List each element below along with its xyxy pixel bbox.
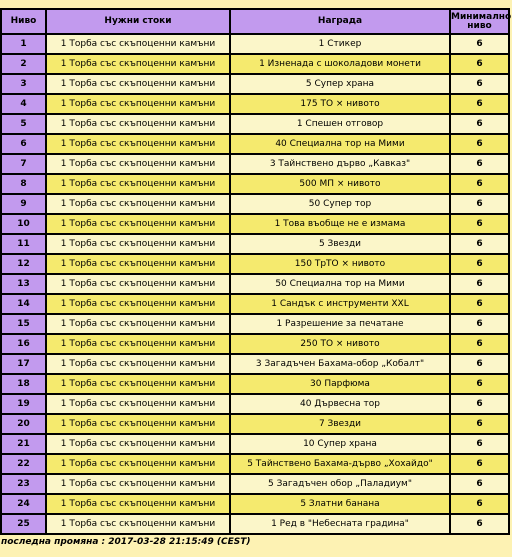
table-row — [2, 455, 508, 473]
table-row — [2, 75, 508, 93]
cell-reward: 175 ТО × нивото — [231, 95, 449, 113]
cell-items: 1 Торба със скъпоценни камъни — [47, 415, 229, 433]
table-row — [2, 515, 508, 533]
cell-min-level: 6 — [451, 295, 508, 313]
cell-reward: 7 Звезди — [231, 415, 449, 433]
cell-min-level: 6 — [451, 455, 508, 473]
header-level: Ниво — [2, 10, 45, 33]
table-row — [2, 235, 508, 253]
table-row — [2, 115, 508, 133]
cell-reward: 1 Сандък с инструменти XXL — [231, 295, 449, 313]
header-row — [2, 10, 508, 33]
cell-level: 22 — [2, 455, 45, 473]
table-row — [2, 395, 508, 413]
table-row — [2, 435, 508, 453]
table-body — [2, 35, 508, 533]
cell-min-level: 6 — [451, 75, 508, 93]
cell-items: 1 Торба със скъпоценни камъни — [47, 435, 229, 453]
cell-items: 1 Торба със скъпоценни камъни — [47, 55, 229, 73]
cell-level: 17 — [2, 355, 45, 373]
cell-items: 1 Торба със скъпоценни камъни — [47, 195, 229, 213]
cell-min-level: 6 — [451, 435, 508, 453]
cell-min-level: 6 — [451, 315, 508, 333]
cell-items: 1 Торба със скъпоценни камъни — [47, 475, 229, 493]
cell-items: 1 Торба със скъпоценни камъни — [47, 95, 229, 113]
table-row — [2, 275, 508, 293]
table-row — [2, 335, 508, 353]
cell-items: 1 Торба със скъпоценни камъни — [47, 455, 229, 473]
cell-level: 24 — [2, 495, 45, 513]
cell-min-level: 6 — [451, 255, 508, 273]
cell-items: 1 Торба със скъпоценни камъни — [47, 35, 229, 53]
cell-reward: 1 Ред в "Небесната градина" — [231, 515, 449, 533]
cell-level: 14 — [2, 295, 45, 313]
cell-reward: 1 Стикер — [231, 35, 449, 53]
table-row — [2, 95, 508, 113]
cell-level: 15 — [2, 315, 45, 333]
cell-items: 1 Торба със скъпоценни камъни — [47, 235, 229, 253]
table-row — [2, 375, 508, 393]
cell-items: 1 Торба със скъпоценни камъни — [47, 115, 229, 133]
cell-level: 9 — [2, 195, 45, 213]
table-row — [2, 315, 508, 333]
cell-items: 1 Торба със скъпоценни камъни — [47, 375, 229, 393]
cell-min-level: 6 — [451, 115, 508, 133]
cell-level: 25 — [2, 515, 45, 533]
table-row — [2, 475, 508, 493]
cell-items: 1 Торба със скъпоценни камъни — [47, 355, 229, 373]
cell-items: 1 Торба със скъпоценни камъни — [47, 315, 229, 333]
cell-level: 16 — [2, 335, 45, 353]
table-row — [2, 255, 508, 273]
cell-min-level: 6 — [451, 475, 508, 493]
table-row — [2, 295, 508, 313]
cell-min-level: 6 — [451, 355, 508, 373]
cell-level: 12 — [2, 255, 45, 273]
cell-reward: 5 Звезди — [231, 235, 449, 253]
cell-min-level: 6 — [451, 215, 508, 233]
cell-reward: 40 Специална тор на Мими — [231, 135, 449, 153]
table-row — [2, 35, 508, 53]
cell-reward: 50 Супер тор — [231, 195, 449, 213]
table-row — [2, 355, 508, 373]
cell-items: 1 Торба със скъпоценни камъни — [47, 255, 229, 273]
cell-level: 4 — [2, 95, 45, 113]
cell-min-level: 6 — [451, 495, 508, 513]
cell-min-level: 6 — [451, 415, 508, 433]
cell-items: 1 Торба със скъпоценни камъни — [47, 515, 229, 533]
cell-reward: 50 Специална тор на Мими — [231, 275, 449, 293]
cell-level: 18 — [2, 375, 45, 393]
cell-min-level: 6 — [451, 175, 508, 193]
cell-items: 1 Торба със скъпоценни камъни — [47, 395, 229, 413]
cell-items: 1 Торба със скъпоценни камъни — [47, 275, 229, 293]
cell-reward: 250 ТО × нивото — [231, 335, 449, 353]
cell-level: 1 — [2, 35, 45, 53]
cell-min-level: 6 — [451, 515, 508, 533]
rewards-table — [0, 8, 510, 535]
cell-min-level: 6 — [451, 335, 508, 353]
cell-level: 3 — [2, 75, 45, 93]
cell-min-level: 6 — [451, 275, 508, 293]
cell-min-level: 6 — [451, 375, 508, 393]
cell-items: 1 Торба със скъпоценни камъни — [47, 175, 229, 193]
cell-items: 1 Торба със скъпоценни камъни — [47, 295, 229, 313]
cell-level: 6 — [2, 135, 45, 153]
cell-reward: 5 Супер храна — [231, 75, 449, 93]
cell-min-level: 6 — [451, 135, 508, 153]
cell-min-level: 6 — [451, 195, 508, 213]
cell-reward: 10 Супер храна — [231, 435, 449, 453]
cell-level: 2 — [2, 55, 45, 73]
cell-reward: 5 Тайнствено Бахама-дърво „Хохайдо" — [231, 455, 449, 473]
cell-level: 8 — [2, 175, 45, 193]
cell-level: 19 — [2, 395, 45, 413]
cell-level: 5 — [2, 115, 45, 133]
cell-reward: 1 Изненада с шоколадови монети — [231, 55, 449, 73]
cell-items: 1 Торба със скъпоценни камъни — [47, 155, 229, 173]
table-row — [2, 135, 508, 153]
cell-reward: 1 Разрешение за печатане — [231, 315, 449, 333]
cell-min-level: 6 — [451, 35, 508, 53]
cell-items: 1 Торба със скъпоценни камъни — [47, 335, 229, 353]
cell-reward: 1 Това въобще не е измама — [231, 215, 449, 233]
cell-level: 7 — [2, 155, 45, 173]
cell-level: 11 — [2, 235, 45, 253]
table-row — [2, 415, 508, 433]
cell-level: 13 — [2, 275, 45, 293]
table-row — [2, 55, 508, 73]
cell-items: 1 Торба със скъпоценни камъни — [47, 135, 229, 153]
cell-level: 20 — [2, 415, 45, 433]
cell-reward: 1 Спешен отговор — [231, 115, 449, 133]
cell-reward: 5 Загадъчен обор „Паладиум" — [231, 475, 449, 493]
header-reward: Награда — [231, 10, 449, 33]
cell-min-level: 6 — [451, 235, 508, 253]
header-items: Нужни стоки — [47, 10, 229, 33]
cell-items: 1 Торба със скъпоценни камъни — [47, 495, 229, 513]
table-row — [2, 215, 508, 233]
header-min-level: Минимално ниво — [451, 10, 508, 33]
cell-min-level: 6 — [451, 95, 508, 113]
cell-reward: 40 Дървесна тор — [231, 395, 449, 413]
cell-level: 23 — [2, 475, 45, 493]
cell-min-level: 6 — [451, 155, 508, 173]
cell-min-level: 6 — [451, 395, 508, 413]
cell-reward: 3 Загадъчен Бахама-обор „Кобалт" — [231, 355, 449, 373]
cell-reward: 5 Златни банана — [231, 495, 449, 513]
table-row — [2, 195, 508, 213]
cell-reward: 30 Парфюма — [231, 375, 449, 393]
cell-level: 10 — [2, 215, 45, 233]
cell-level: 21 — [2, 435, 45, 453]
table-row — [2, 495, 508, 513]
cell-items: 1 Торба със скъпоценни камъни — [47, 215, 229, 233]
cell-min-level: 6 — [451, 55, 508, 73]
table-row — [2, 175, 508, 193]
last-modified: последна промяна : 2017-03-28 21:15:49 (CEST) — [1, 537, 251, 547]
cell-reward: 150 ТрТО × нивото — [231, 255, 449, 273]
cell-reward: 500 МП × нивото — [231, 175, 449, 193]
table-row — [2, 155, 508, 173]
cell-items: 1 Торба със скъпоценни камъни — [47, 75, 229, 93]
cell-reward: 3 Тайнствено дърво „Кавказ" — [231, 155, 449, 173]
